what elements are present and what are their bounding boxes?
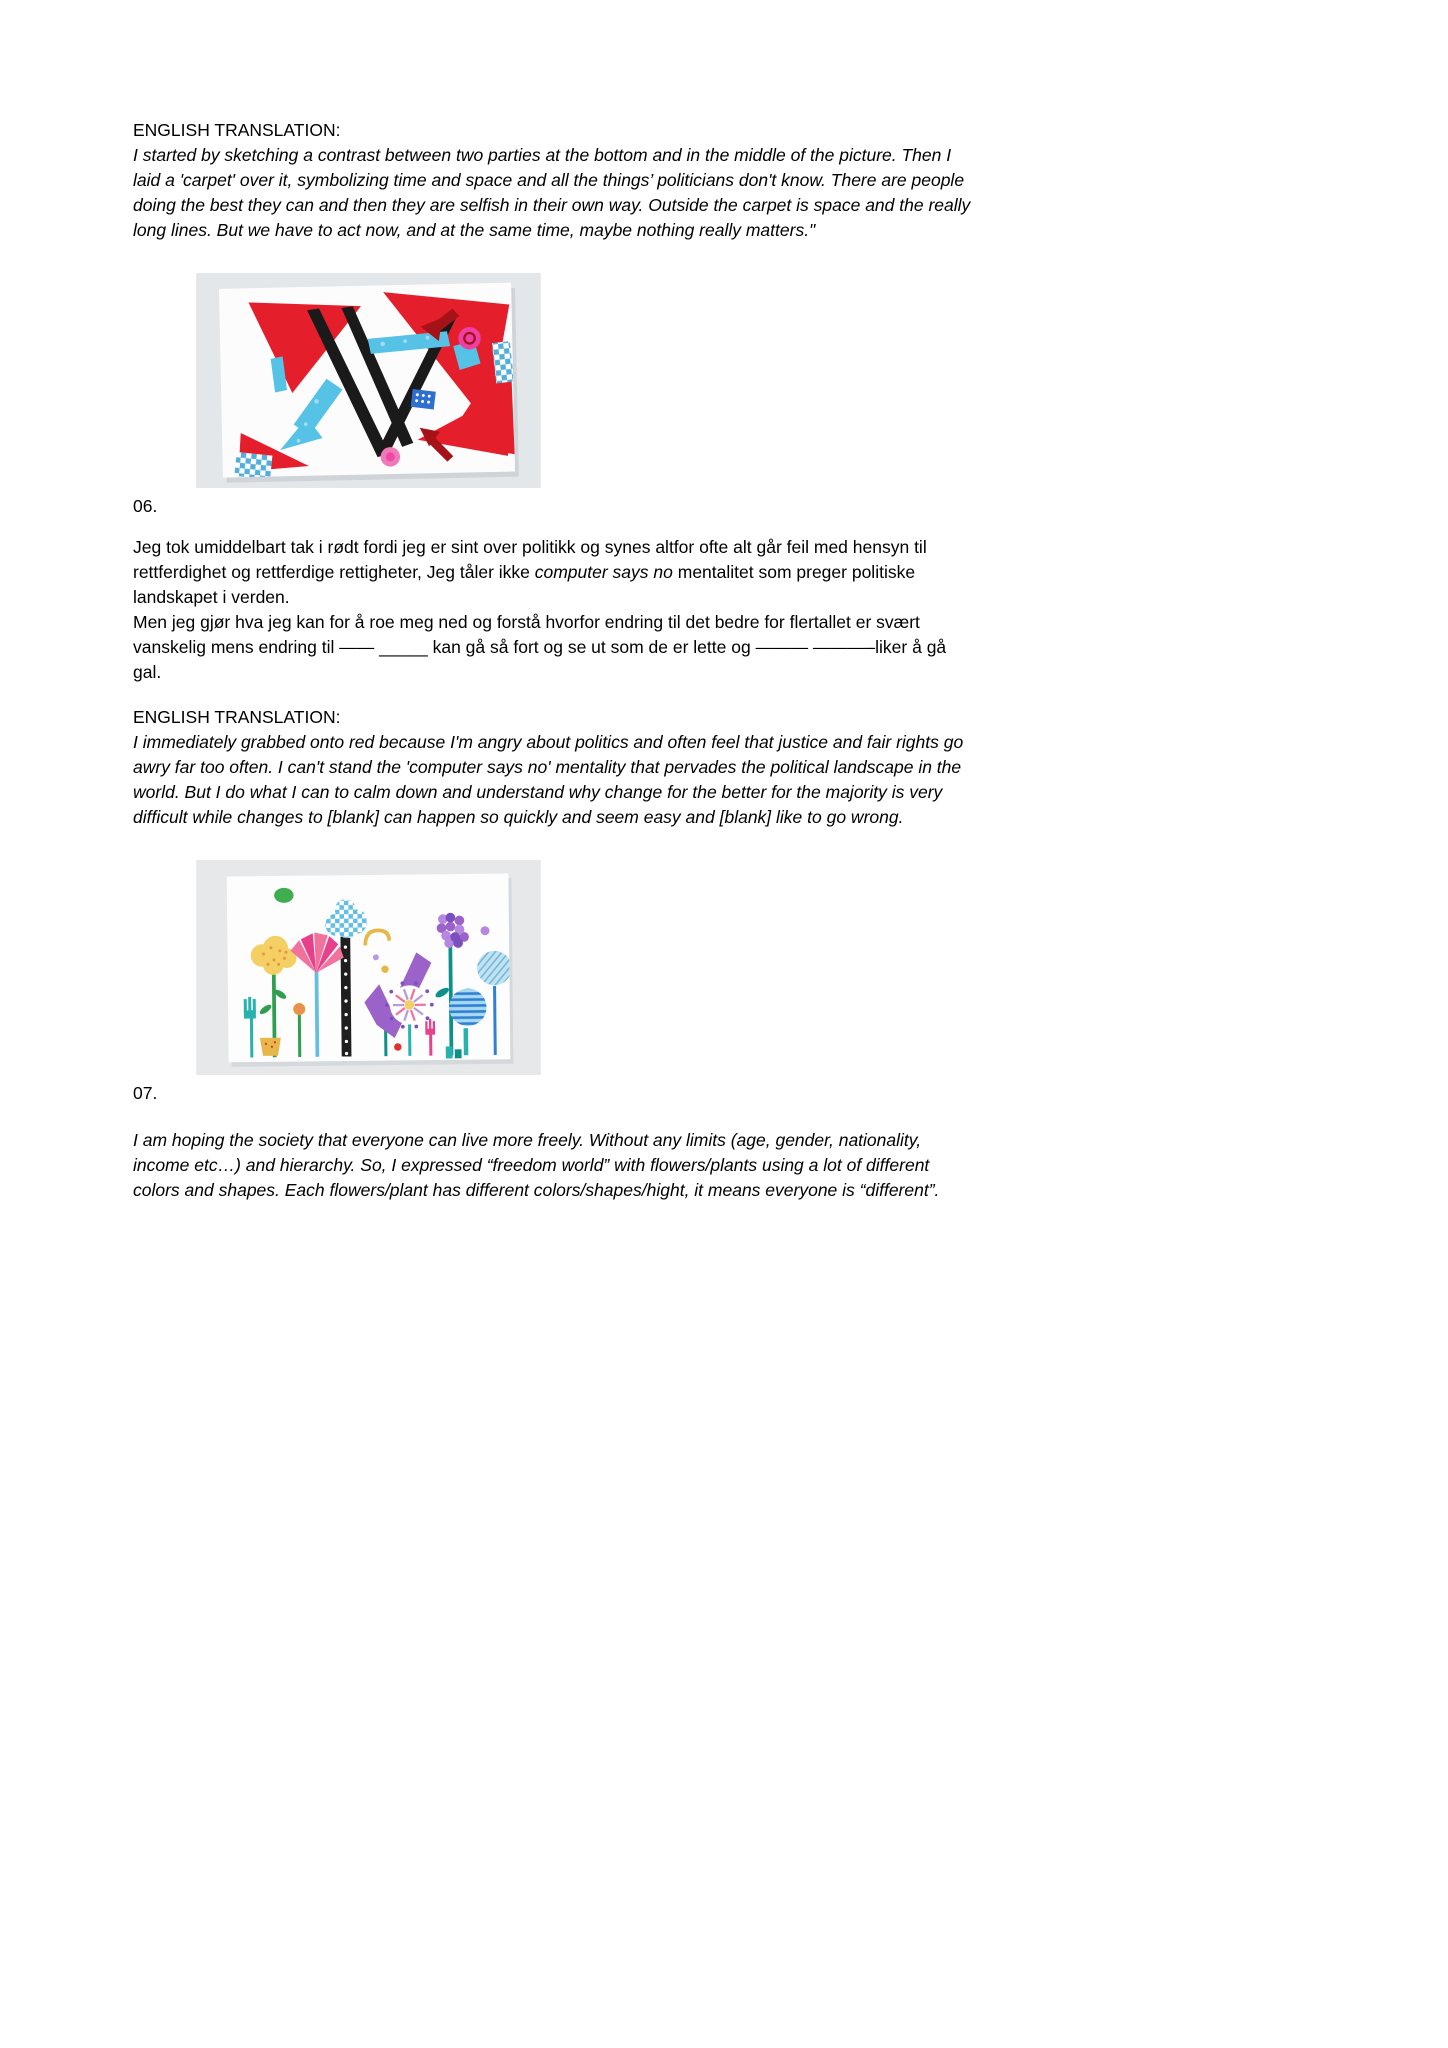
- norwegian-text-second: Men jeg gjør hva jeg kan for å roe meg ned og forstå hvorfor endring til det bedre for flertallet er svært vanskelig mens endring til —— _____ kan gå så fort og se ut som de er lette og ——— ———–liker å gå gal.: [133, 612, 947, 682]
- figure-07-photo: [196, 860, 541, 1075]
- figure-06: [133, 273, 973, 519]
- collage-photo-06: [196, 273, 541, 488]
- norwegian-text-end: mentalitet som preger politiske landskapet i verden.: [133, 562, 916, 607]
- section2-heading: ENGLISH TRANSLATION:: [133, 707, 341, 727]
- teal-fork: [244, 997, 256, 1019]
- paper-sheet: [227, 873, 514, 1066]
- mustard-trapezoid: [260, 1038, 281, 1056]
- figure-07-caption: 07.: [133, 1083, 158, 1103]
- section3-paragraph: I am hoping the society that everyone can live more freely. Without any limits (age, gender, nationality, income etc…) and hierarchy. So, I expressed “freedom world” with flowers/plants using a lot of different colors and shapes. Each flowers/plant has different colors/shapes/hight, it means everyone is “different”.: [133, 1130, 940, 1200]
- figure-06-photo: [196, 273, 541, 488]
- norwegian-text-start: Jeg tok umiddelbart tak i rødt fordi jeg er sint over politikk og synes altfor ofte alt går feil med hensyn til rettferdighet og rettferdige rettigheter, Jeg tåler ikke: [133, 537, 927, 582]
- norwegian-paragraph: [133, 535, 973, 685]
- figure-07: [133, 860, 973, 1106]
- checkered-strip-bottom-left: [234, 452, 272, 479]
- blue-dotted-square: [411, 389, 436, 410]
- document-content: [133, 118, 973, 1203]
- collage-photo-07: [196, 860, 541, 1075]
- teal-strip-1: [446, 1046, 453, 1058]
- section1-heading: ENGLISH TRANSLATION:: [133, 120, 341, 140]
- section2-paragraph: I immediately grabbed onto red because I'm angry about politics and often feel that justice and fair rights go awry far too often. I can't stand the 'computer says no' mentality that pervades the political landscape in the world. But I do what I can to calm down and understand why change for the better for the majority is very difficult while changes to [blank] can happen so quickly and seem easy and [blank] like to go wrong.: [133, 732, 964, 827]
- paper-sheet: [219, 283, 519, 483]
- norwegian-text-italic: computer says no: [534, 562, 673, 582]
- section1-paragraph: I started by sketching a contrast between two parties at the bottom and in the middle of the picture. Then I laid a 'carpet' over it, symbolizing time and space and all the things’ politicians don't know. There are people doing the best they can and then they are selfish in their own way. Outside the carpet is space and the really long lines. But we have to act now, and at the same time, maybe nothing really matters.": [133, 145, 971, 240]
- figure-06-caption: 06.: [133, 496, 158, 516]
- teal-strip-2: [455, 1049, 462, 1058]
